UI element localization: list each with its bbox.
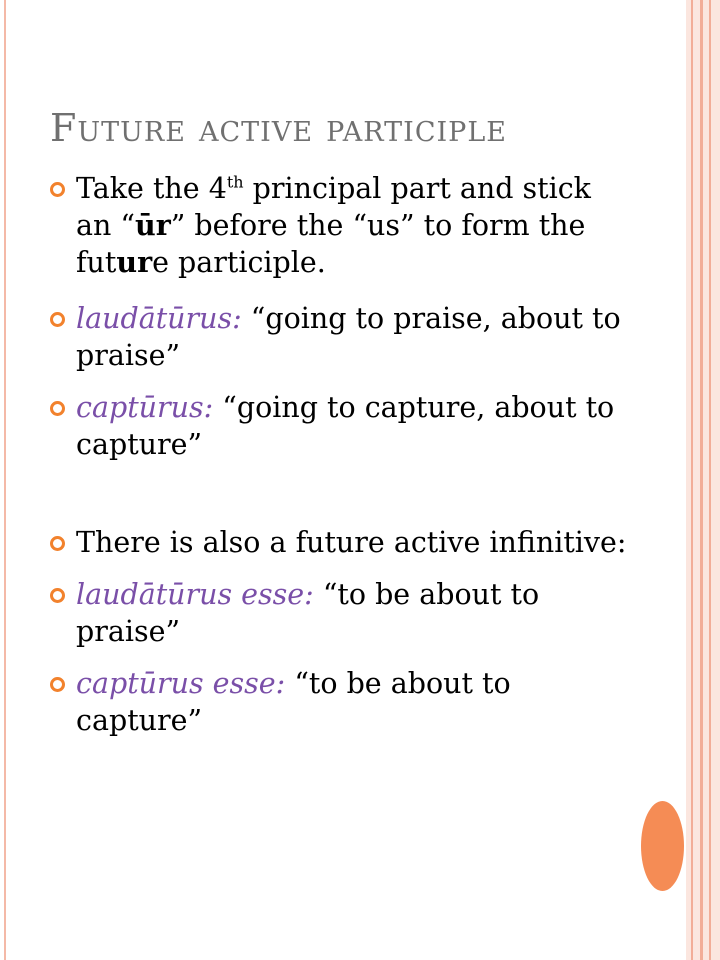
latin-term: laudātūrus bbox=[76, 302, 233, 335]
bullet-item-1: Take the 4th principal part and stick an “ūr” before the “us” to form the future participle. bbox=[48, 170, 628, 281]
right-line-2 bbox=[700, 0, 703, 960]
bullet-icon bbox=[50, 401, 65, 416]
bullet-item-5: laudātūrus esse: “to be about to praise” bbox=[48, 576, 628, 650]
right-line-1 bbox=[691, 0, 693, 960]
latin-term: laudātūrus esse bbox=[76, 578, 305, 611]
bullet-item-2: laudātūrus: “going to praise, about to praise” bbox=[48, 300, 628, 374]
bullet-item-3: captūrus: “going to capture, about to capture” bbox=[48, 389, 628, 463]
decorative-oval bbox=[641, 801, 684, 891]
bullet-icon bbox=[50, 312, 65, 327]
bullet-icon bbox=[50, 677, 65, 692]
bullet-icon bbox=[50, 536, 65, 551]
left-border-line bbox=[4, 0, 6, 960]
bullet-item-6: captūrus esse: “to be about to capture” bbox=[48, 665, 628, 739]
bullet-list bbox=[48, 166, 628, 739]
bullet-icon bbox=[50, 588, 65, 603]
bullet-icon bbox=[50, 182, 65, 197]
slide-title: Future active participle bbox=[50, 106, 507, 150]
right-line-3 bbox=[709, 0, 711, 960]
latin-term: captūrus bbox=[76, 391, 204, 424]
latin-term: captūrus esse bbox=[76, 667, 276, 700]
bullet-item-4: There is also a future active infinitive: bbox=[48, 524, 628, 561]
